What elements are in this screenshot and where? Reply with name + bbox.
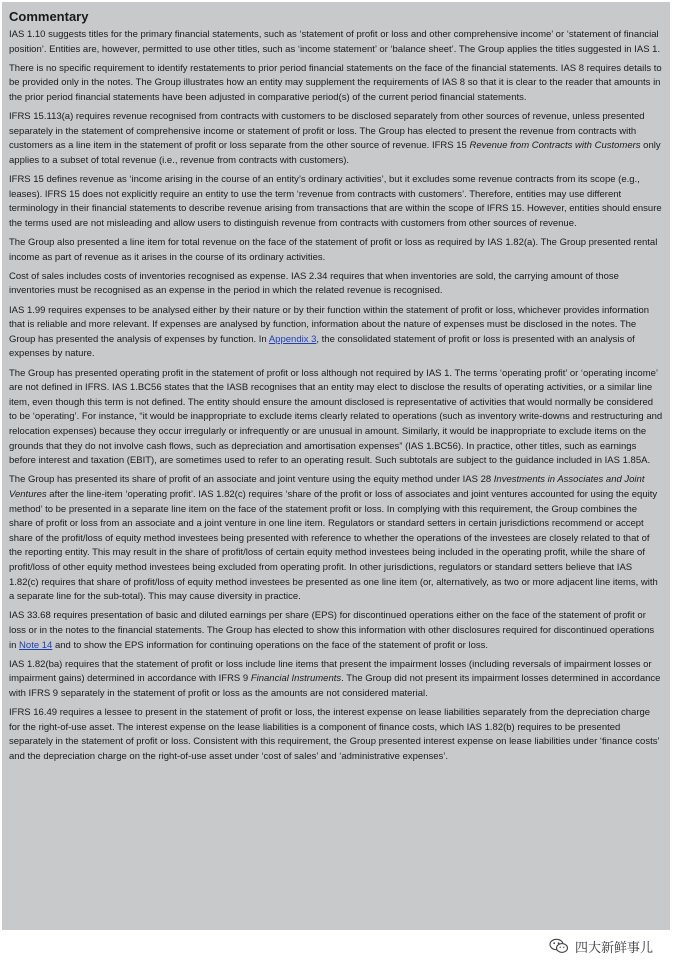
paragraph-7-text-b: , the consolidated statement of profit or loss is presented with an analysis of expenses by nature. — [9, 333, 635, 360]
paragraph-11-text-b: . The Group did not present its impairment losses determined in accordance with IFRS 9 separately in the statement of profit or loss as the amounts are not considered material. — [9, 673, 661, 699]
paragraph-7-text-a: IAS 1.99 requires expenses to be analysed either by their nature or by their function within the statement of profit or loss, whichever provides information that is reliable and more relevant. If expenses are analysed by function, information about the nature of expenses must be disclosed in the notes. The Group has presented the analysis of expenses by function. In — [9, 304, 650, 345]
paragraph-2: There is no specific requirement to identify restatements to prior period financial statements on the face of the financial statements. IAS 8 requires details to be provided only in the notes. The Group illustrates how an entity may supplement the requirements of IAS 8 so that it is clear to the reader that amounts in the prior period financial statements have been adjusted in comparative period(s) of the current period financial statements. — [9, 62, 662, 103]
paragraph-3-text-a: IFRS 15.113(a) requires revenue recognised from contracts with customers to be disclosed separately from other sources of revenue, unless presented separately in the statement of comprehensive income or statement of profit or loss. The Group has elected to present the revenue from contracts with customers as a line item in the statement of profit or loss separate from the other source of revenue. IFRS 15 — [9, 111, 645, 152]
paragraph-6: Cost of sales includes costs of inventories recognised as expense. IAS 2.34 requires that when inventories are sold, the carrying amount of those inventories must be recognised as an expense in the period in which the related revenue is recognised. — [9, 270, 619, 297]
note-14-link[interactable]: Note 14 — [19, 639, 53, 651]
paragraph-10 — [9, 609, 663, 653]
paragraph-10-text-b: and to show the EPS information for continuing operations on the face of the statement of profit or loss. — [52, 639, 488, 651]
paragraph-11 — [9, 658, 663, 702]
paragraph-9 — [9, 473, 663, 604]
commentary-title: Commentary — [9, 9, 89, 24]
paragraph-3-italic: Revenue from Contracts with Customers — [469, 140, 641, 152]
paragraph-11-text-a: IAS 1.82(ba) requires that the statement of profit or loss include line items that present the impairment losses (including reversals of impairment losses or impairment gains) determined in accordance with IFRS 9 — [9, 658, 652, 685]
watermark — [549, 935, 653, 957]
paragraph-8: The Group has presented operating profit in the statement of profit or loss although not required by IAS 1. The terms ‘operating profit’ or ‘operating income’ are not defined in IFRS. IAS 1.BC56 states that the IASB recognises that an entity may elect to disclose the results of operating activities, or a similar line item, even though this term is not defined. The entity should ensure the amount disclosed is representative of activities that would normally be considered to be ‘operating’. For instance, “it would be inappropriate to exclude items clearly related to operations (such as inventory write-downs and restructuring and relocation expenses) because they occur irregularly or infrequently or are unusual in amount. Similarly, it would be inappropriate to exclude items on the grounds that they do not involve cash flows, such as depreciation and amortisation expenses” (IAS 1.BC56). In practice, other titles, such as earnings before interest and taxation (EBIT), are sometimes used to refer to an operating result. Such subtotals are subject to the guidance included in IAS 1.85A. — [9, 367, 663, 467]
paragraph-1: IAS 1.10 suggests titles for the primary financial statements, such as ‘statement of profit or loss and other comprehensive income’ or ‘statement of financial position’. Entities are, however, permitted to use other titles, such as ‘income statement’ or ‘balance sheet’. The Group applies the titles suggested in IAS 1. — [9, 29, 661, 55]
paragraph-5: The Group also presented a line item for total revenue on the face of the statement of profit or loss as required by IAS 1.82(a). The Group presented rental income as part of revenue as it arises in the course of its ordinary activities. — [9, 237, 658, 263]
paragraph-9-text-a: The Group has presented its share of profit of an associate and joint venture using the equity method under IAS 28 — [9, 474, 494, 486]
paragraph-7 — [9, 304, 663, 362]
paragraph-12: IFRS 16.49 requires a lessee to present in the statement of profit or loss, the interest expense on lease liabilities separately from the depreciation charge for the right-of-use asset. The interest expense on the lease liabilities is a component of finance costs, which IAS 1.82(b) requires to be presented separately in the statement of profit or loss. Consistent with this requirement, the Group presented interest expense on lease liabilities under ‘finance costs’ and the depreciation charge on the right-of-use asset under ‘cost of sales’ and ‘administrative expenses’. — [9, 707, 660, 762]
paragraph-4: IFRS 15 defines revenue as ‘income arising in the course of an entity’s ordinary activities’, but it excludes some revenue contracts from its scope (e.g., leases). IFRS 15 does not explicitly require an entity to use the term ‘revenue from contracts with customers’. Therefore, entities may use different terminology in their financial statements to describe revenue arising from transactions that are within the scope of IFRS 15. However, entities should ensure the terms used are not misleading and allow users to distinguish revenue from contracts with customers from other sources of revenue. — [9, 174, 662, 229]
watermark-text: 四大新鲜事儿 — [574, 940, 653, 956]
paragraph-11-italic: Financial Instruments — [250, 673, 342, 685]
appendix-3-link[interactable]: Appendix 3 — [268, 333, 317, 345]
wechat-icon — [549, 938, 569, 954]
paragraph-3-text-b: only applies to a subset of total revenue (i.e., revenue from contracts with customers). — [9, 140, 661, 166]
paragraph-9-text-b: after the line-item ‘operating profit’. IAS 1.82(c) requires ‘share of the profit or loss of associates and joint ventures accounted for using the equity method’ to be presented in a separate line item on the face of the statement profit or loss. In complying with this requirement, the Group combines the share of profit or loss from an associate and a joint venture in one line item. Regulators or standard setters in certain jurisdictions recommend or accept share of the profit/loss of equity method investees being presented with reference to whether the operations of the investees are closely related to that of the reporting entity. This may result in the share of profit/loss of certain equity method investees being included in the operating profit, while the share of profit/loss of other equity method investees being excluded from operating profit. In other jurisdictions, regulators or standard setters believe that IAS 1.82(c) requires that share of profit/loss of equity method investees be presented as one line item (or, alternatively, as two or more adjacent line items, with a separate line for the sub-total). This may cause diversity in practice. — [9, 488, 658, 603]
paragraph-3 — [9, 110, 663, 168]
paragraph-9-italic: Investments in Associates and Joint Ventures — [9, 474, 645, 500]
paragraph-10-text-a: IAS 33.68 requires presentation of basic and diluted earnings per share (EPS) for discontinued operations either on the face of the statement of profit or loss or in the notes to the financial statements. The Group has elected to show this information with other disclosures required for discontinued operations in — [9, 610, 655, 651]
commentary-panel — [2, 2, 670, 930]
